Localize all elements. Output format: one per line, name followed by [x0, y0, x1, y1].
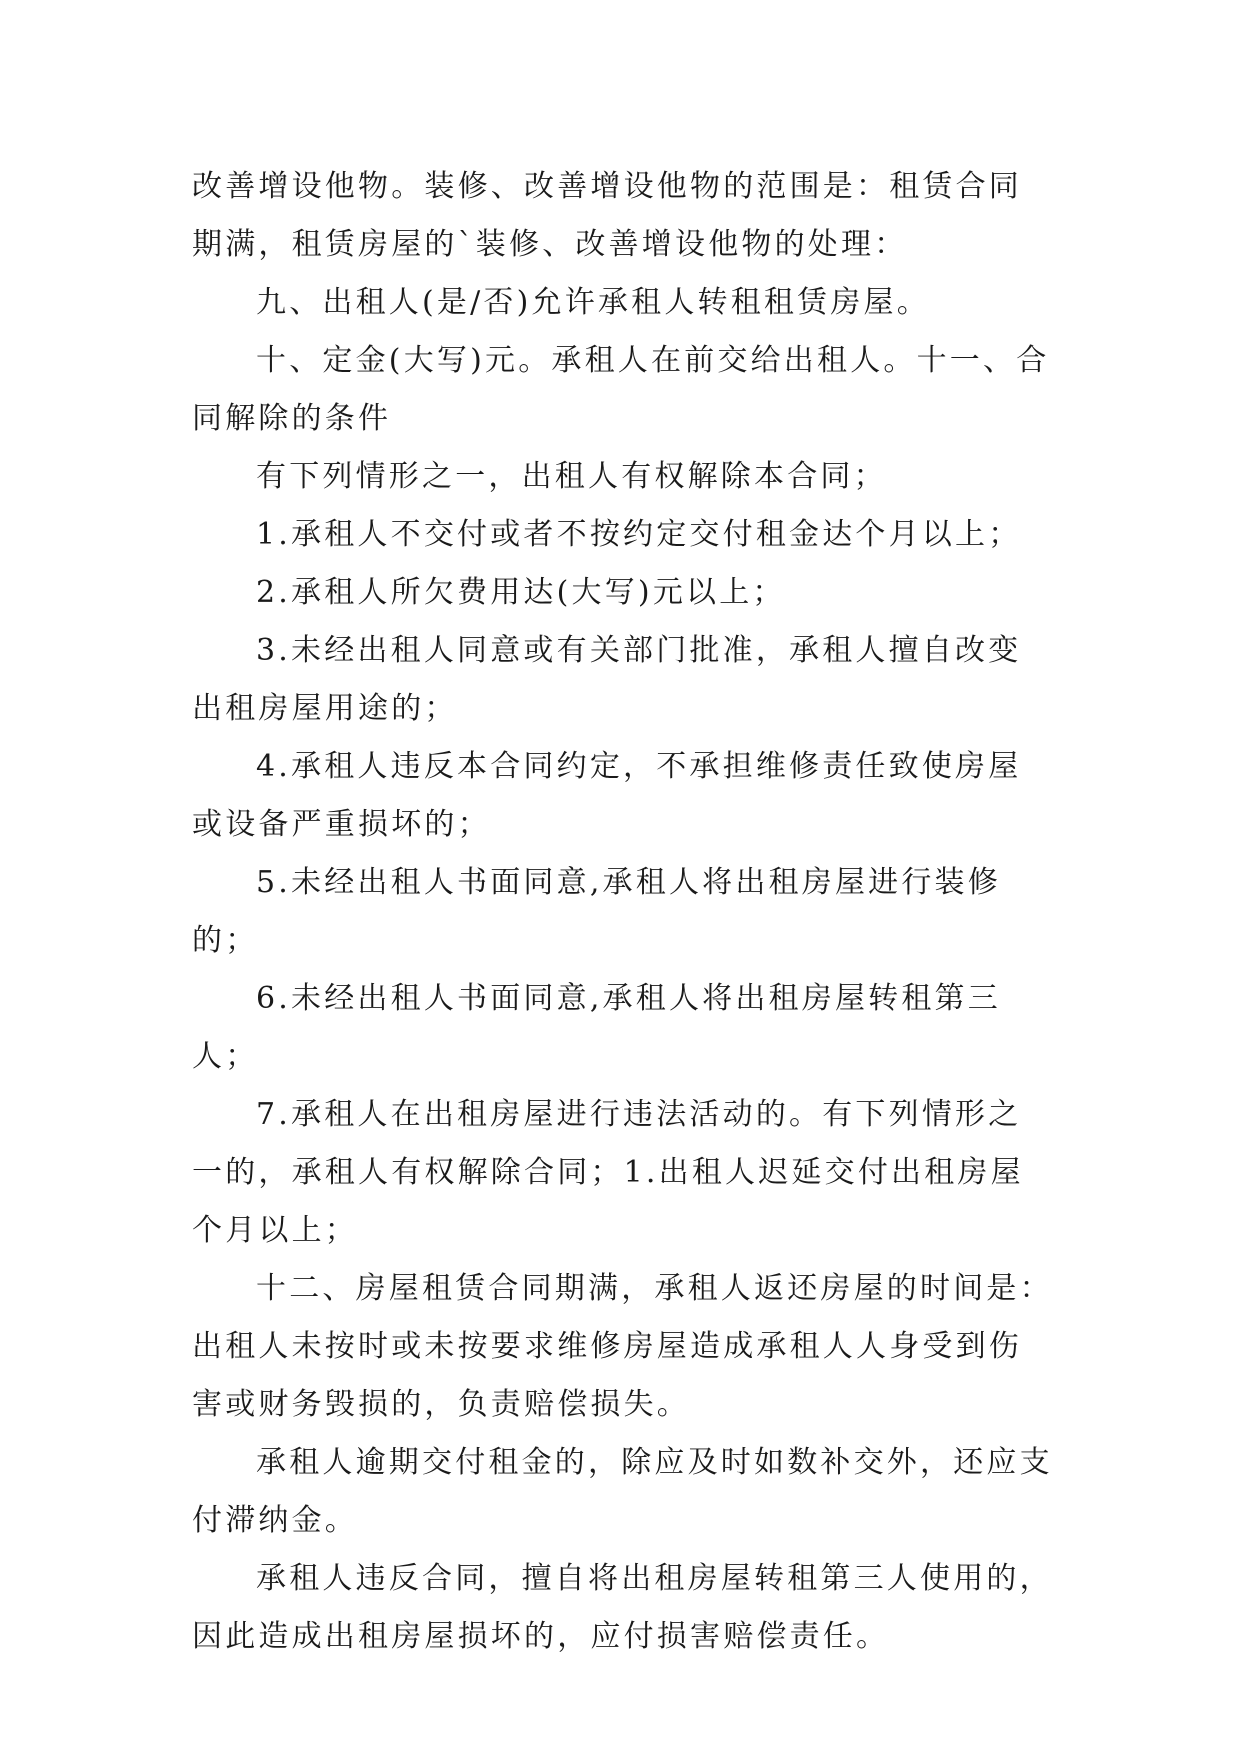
paragraph-item-3: 3.未经出租人同意或有关部门批准，承租人擅自改变出租房屋用途的；: [192, 633, 1022, 726]
paragraph-clause-10-deposit: 十、定金(大写)元。承租人在前交给出租人。十一、合同解除的条件: [192, 343, 1050, 436]
document-body: [192, 158, 1054, 1666]
paragraph-item-4: 4.承租人违反本合同约定，不承担维修责任致使房屋或设备严重损坏的；: [192, 749, 1022, 842]
paragraph-clause-12-return: 十二、房屋租赁合同期满，承租人返还房屋的时间是：出租人未按时或未按要求维修房屋造成承租人人身受到伤害或财务毁损的，负责赔偿损失。: [192, 1271, 1053, 1422]
paragraph-clause-9-sublet: 九、出租人(是/否)允许承租人转租租赁房屋。: [256, 285, 930, 320]
paragraph-item-2: 2.承租人所欠费用达(大写)元以上；: [256, 575, 786, 610]
paragraph-item-1: 1.承租人不交付或者不按约定交付租金达个月以上；: [256, 517, 1022, 552]
paragraph-illegal-sublet: 承租人违反合同，擅自将出租房屋转租第三人使用的，因此造成出租房屋损坏的，应付损害赔偿责任。: [192, 1561, 1053, 1654]
paragraph-item-7: 7.承租人在出租房屋进行违法活动的。有下列情形之一的，承租人有权解除合同；1.出租人迟延交付出租房屋个月以上；: [192, 1097, 1024, 1248]
paragraph-late-rent: 承租人逾期交付租金的，除应及时如数补交外，还应支付滞纳金。: [192, 1445, 1053, 1538]
paragraph-lessor-termination-intro: 有下列情形之一，出租人有权解除本合同；: [256, 459, 887, 494]
paragraph-item-5: 5.未经出租人书面同意,承租人将出租房屋进行装修的；: [192, 865, 1001, 958]
paragraph-item-6: 6.未经出租人书面同意,承租人将出租房屋转租第三人；: [192, 981, 1001, 1074]
paragraph-renovation-scope: 改善增设他物。装修、改善增设他物的范围是：租赁合同期满，租赁房屋的`装修、改善增设他物的处理：: [192, 169, 1022, 262]
